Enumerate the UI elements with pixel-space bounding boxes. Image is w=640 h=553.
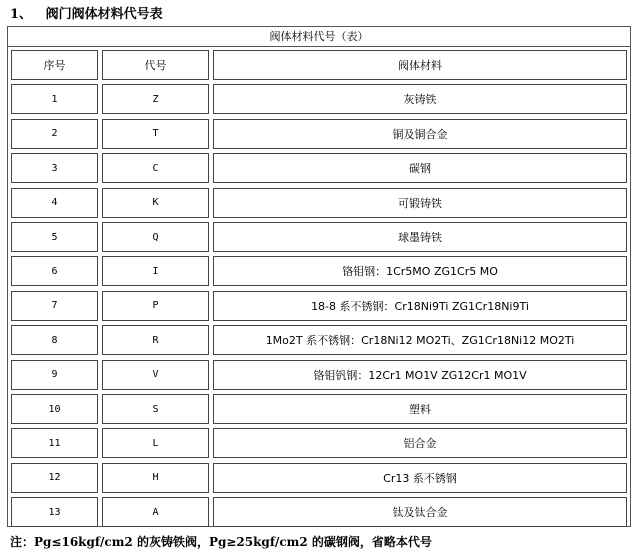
table-row-3-index: 3 <box>11 153 98 183</box>
table-row-13-code: A <box>102 497 209 527</box>
table-row-12-material: Cr13 系不锈钢 <box>213 463 627 493</box>
table-row-8-material: 1Mo2T 系不锈钢：Cr18Ni12 MO2Ti、ZG1Cr18Ni12 MO2Ti <box>213 325 627 355</box>
table-row-3-material: 碳钢 <box>213 153 627 183</box>
table-row-13-index: 13 <box>11 497 98 527</box>
table-row-9-code: V <box>102 360 209 390</box>
table-row-7-material: 18-8 系不锈钢：Cr18Ni9Ti ZG1Cr18Ni9Ti <box>213 291 627 321</box>
table-row-5-code: Q <box>102 222 209 252</box>
table-row-11-material: 铝合金 <box>213 428 627 458</box>
page-heading: 1、 阀门阀体材料代号表 <box>10 7 163 22</box>
table-row-6-code: I <box>102 256 209 286</box>
header-cell-material: 阀体材料 <box>213 50 627 80</box>
table-row-9-index: 9 <box>11 360 98 390</box>
table-row-12-index: 12 <box>11 463 98 493</box>
table-row-7-index: 7 <box>11 291 98 321</box>
table-row-4-code: K <box>102 188 209 218</box>
table-row-5-material: 球墨铸铁 <box>213 222 627 252</box>
table-row-11-index: 11 <box>11 428 98 458</box>
table-row-4-material: 可锻铸铁 <box>213 188 627 218</box>
table-row-7-code: P <box>102 291 209 321</box>
table-row-6-index: 6 <box>11 256 98 286</box>
table-caption: 阀体材料代号（表） <box>8 27 630 47</box>
material-code-table <box>7 26 631 527</box>
table-row-8-code: R <box>102 325 209 355</box>
table-row-11-code: L <box>102 428 209 458</box>
table-row-2-material: 铜及铜合金 <box>213 119 627 149</box>
table-row-1-code: Z <box>102 84 209 114</box>
table-row-12-code: H <box>102 463 209 493</box>
table-row-5-index: 5 <box>11 222 98 252</box>
table-row-3-code: C <box>102 153 209 183</box>
table-row-10-index: 10 <box>11 394 98 424</box>
table-row-10-material: 塑料 <box>213 394 627 424</box>
table-row-13-material: 钛及钛合金 <box>213 497 627 527</box>
table-row-4-index: 4 <box>11 188 98 218</box>
table-row-8-index: 8 <box>11 325 98 355</box>
header-cell-code: 代号 <box>102 50 209 80</box>
table-row-10-code: S <box>102 394 209 424</box>
table-row-2-index: 2 <box>11 119 98 149</box>
header-cell-index: 序号 <box>11 50 98 80</box>
table-row-1-material: 灰铸铁 <box>213 84 627 114</box>
table-row-6-material: 铬钼钢：1Cr5MO ZG1Cr5 MO <box>213 256 627 286</box>
table-row-2-code: T <box>102 119 209 149</box>
table-row-9-material: 铬钼钒钢：12Cr1 MO1V ZG12Cr1 MO1V <box>213 360 627 390</box>
table-row-1-index: 1 <box>11 84 98 114</box>
footnote: 注：Pg≤16kgf/cm2 的灰铸铁阀，Pg≥25kgf/cm2 的碳钢阀，省略本代号 <box>10 535 432 549</box>
